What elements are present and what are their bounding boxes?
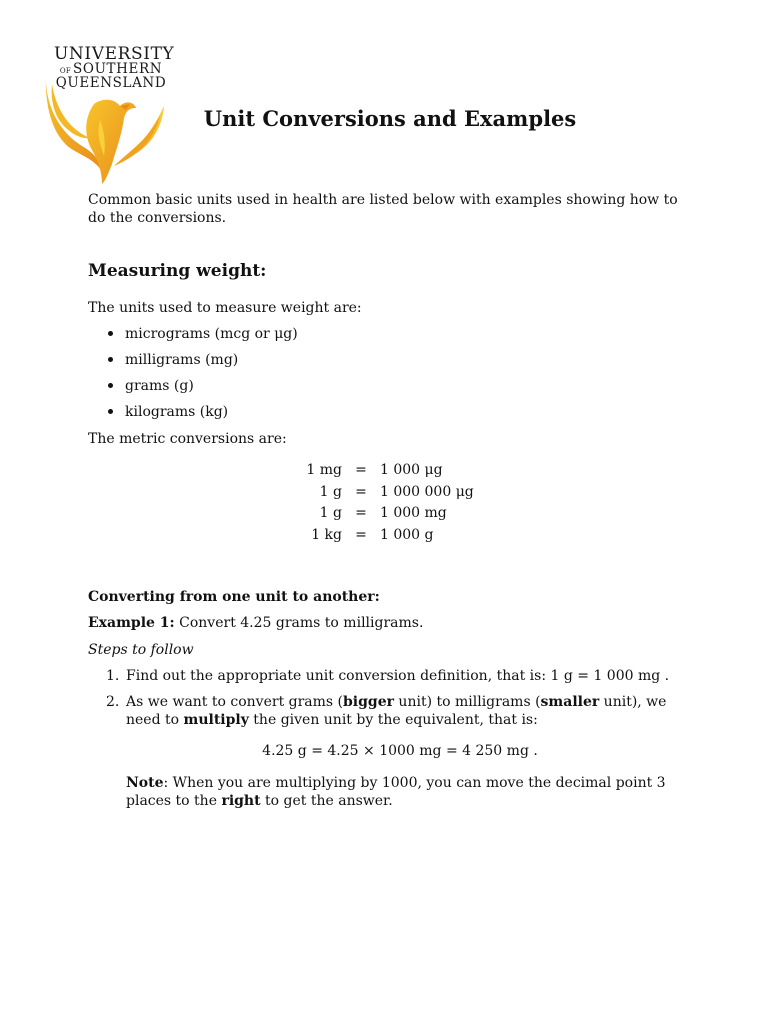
conversion-lhs: 1 g (319, 505, 342, 521)
steps-label: Steps to follow (88, 642, 194, 658)
step-text: Find out the appropriate unit conversion definition, that is: 1 g = 1 000 mg . (126, 668, 670, 684)
step-text-part: unit) to milligrams ( (393, 694, 541, 710)
list-item: kilograms (kg) (106, 403, 298, 429)
step-text-part: As we want to convert grams ( (126, 694, 344, 710)
step-number: 1. (106, 668, 120, 684)
emphasis-smaller: smaller (540, 694, 600, 710)
conversion-equals: = (355, 526, 367, 543)
list-item: grams (g) (106, 377, 298, 403)
emphasis-multiply: multiply (183, 712, 249, 728)
logo-line-2-main: SOUTHERN (73, 61, 163, 77)
note-label: Note (126, 775, 164, 791)
table-row (300, 503, 474, 525)
steps-list (106, 667, 696, 729)
conversion-lhs: 1 kg (311, 526, 342, 543)
list-item (106, 667, 696, 693)
logo-line-1: UNIVERSITY (54, 44, 175, 64)
note-text: : When you are multiplying by 1000, you can move the decimal point 3 places to the (126, 775, 666, 809)
logo-wordmark (54, 44, 175, 91)
page-title: Unit Conversions and Examples (203, 106, 577, 131)
converting-heading: Converting from one unit to another: (88, 589, 380, 605)
table-row (300, 525, 474, 547)
conversion-lhs: 1 g (319, 483, 342, 500)
units-intro: The units used to measure weight are: (88, 300, 362, 316)
logo-line-2-prefix: OF (59, 67, 72, 75)
example-text: Convert 4.25 grams to milligrams. (174, 615, 424, 631)
step-text-part: unit), we need to (126, 694, 667, 728)
example-1 (88, 614, 688, 632)
note-paragraph (126, 774, 696, 810)
conversion-formula: 4.25 g = 4.25 × 1000 mg = 4 250 mg . (262, 743, 538, 759)
list-item: milligrams (mg) (106, 351, 298, 377)
intro-paragraph: Common basic units used in health are listed below with examples showing how to do the conversions. (88, 192, 678, 226)
conversion-rhs: 1 000 000 μg (380, 483, 474, 500)
step-number: 2. (106, 694, 120, 710)
table-row (300, 460, 474, 482)
example-label: Example 1: (88, 615, 175, 631)
note-text: to get the answer. (260, 793, 393, 809)
conversion-rhs: 1 000 mg (380, 505, 447, 521)
conversion-equals: = (355, 483, 367, 500)
section-heading-weight: Measuring weight: (88, 261, 267, 281)
conversion-equals: = (355, 462, 367, 478)
conversions-intro: The metric conversions are: (88, 431, 287, 447)
conversion-lhs: 1 mg (306, 462, 342, 478)
step-text-part: the given unit by the equivalent, that is: (248, 712, 538, 728)
conversion-table (300, 460, 474, 546)
conversion-equals: = (355, 505, 367, 521)
table-row (300, 482, 474, 504)
list-item: micrograms (mcg or μg) (106, 325, 298, 351)
logo-line-3: QUEENSLAND (55, 75, 167, 91)
conversion-rhs: 1 000 μg (380, 462, 443, 478)
step-text (126, 694, 666, 728)
emphasis-right: right (221, 793, 261, 809)
units-list (106, 325, 298, 429)
list-item (106, 693, 696, 729)
emphasis-bigger: bigger (343, 694, 394, 710)
conversion-rhs: 1 000 g (380, 526, 434, 543)
